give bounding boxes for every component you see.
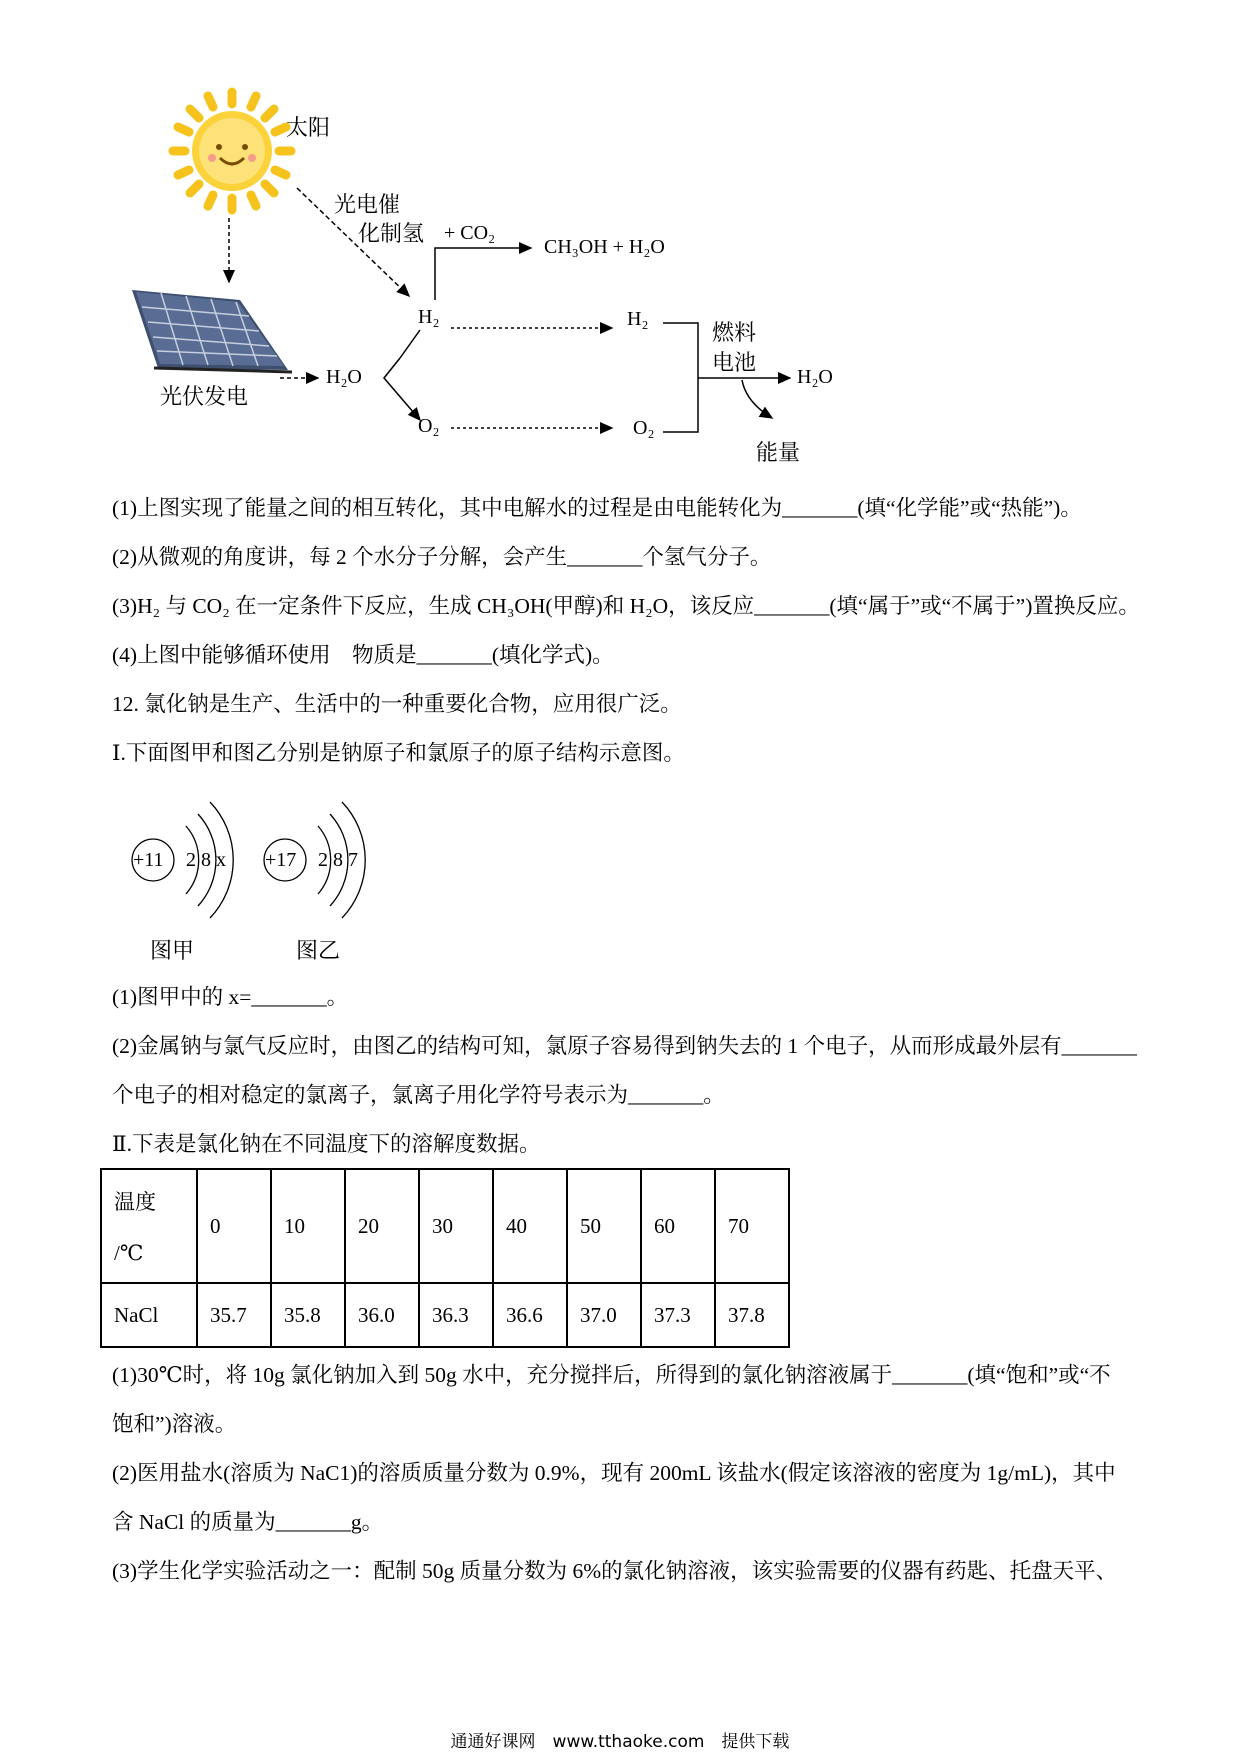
table-cell: 36.6 [493, 1283, 567, 1347]
atom-diagrams [0, 780, 500, 970]
na-nucleus: +11 [133, 849, 164, 871]
part2-intro: Ⅱ.下表是氯化钠在不同温度下的溶解度数据。 [112, 1132, 541, 1156]
table-cell: 37.0 [567, 1283, 641, 1347]
table-cell: 0 [197, 1169, 271, 1283]
part1-q2-line1: (2)金属钠与氯气反应时，由图乙的结构可知，氯原子容易得到钠失去的 1 个电子，从而形成最外层有_______ [112, 1034, 1137, 1058]
part2-q1-line1: (1)30℃时，将 10g 氯化钠加入到 50g 水中，充分搅拌后，所得到的氯化钠溶液属于_______(填“饱和”或“不 [112, 1363, 1111, 1387]
h2o-in-label: H₂O [326, 366, 362, 388]
solar-panel-icon [132, 290, 292, 372]
table-row [101, 1283, 789, 1347]
products-label: CH₃OH + H₂O [544, 236, 665, 258]
table-cell: 70 [715, 1169, 789, 1283]
na-shell-electrons: 2 8 x [186, 849, 226, 871]
table-cell: 37.8 [715, 1283, 789, 1347]
part1-intro: Ⅰ.下面图甲和图乙分别是钠原子和氯原子的原子结构示意图。 [112, 741, 685, 765]
table-cell: 35.8 [271, 1283, 345, 1347]
h2-label-b: H₂ [627, 308, 649, 330]
q12-title: 12. 氯化钠是生产、生活中的一种重要化合物，应用很广泛。 [112, 692, 682, 716]
energy-label: 能量 [756, 441, 801, 466]
table-cell: 36.3 [419, 1283, 493, 1347]
o2-label-a: O₂ [418, 415, 440, 437]
table-cell: 60 [641, 1169, 715, 1283]
table-cell: 10 [271, 1169, 345, 1283]
temp-header: 温度 [114, 1190, 156, 1214]
fuel-cell-label-2: 电池 [712, 351, 757, 376]
part1-q2-line2: 个电子的相对稳定的氯离子，氯离子用化学符号表示为_______。 [112, 1083, 725, 1107]
table-cell: 20 [345, 1169, 419, 1283]
table-cell: 50 [567, 1169, 641, 1283]
h2o-out-label: H₂O [797, 366, 833, 388]
solubility-table [100, 1168, 790, 1348]
sun-label: 太阳 [286, 116, 331, 141]
o2-label-b: O₂ [633, 417, 655, 439]
table-cell: 37.3 [641, 1283, 715, 1347]
sun-icon [173, 92, 291, 210]
cl-nucleus: +17 [265, 849, 297, 871]
part2-q1-line2: 饱和”)溶液。 [112, 1412, 237, 1436]
page-footer: 通通好课网 www.tthaoke.com 提供下载 [450, 1732, 790, 1752]
q11-part4: (4)上图中能够循环使用 物质是_______(填化学式)。 [112, 643, 614, 667]
pv-label: 光伏发电 [160, 385, 249, 410]
part2-q3-line1: (3)学生化学实验活动之一：配制 50g 质量分数为 6%的氯化钠溶液，该实验需要的仪器有药匙、托盘天平、 [112, 1559, 1118, 1583]
table-cell: 40 [493, 1169, 567, 1283]
fuel-cell-label-1: 燃料 [712, 321, 757, 346]
atom-shells-graphics [0, 780, 500, 970]
table-header-cell [101, 1169, 197, 1283]
cl-caption: 图乙 [296, 939, 341, 964]
q11-part2: (2)从微观的角度讲，每 2 个水分子分解，会产生_______个氢气分子。 [112, 545, 772, 569]
photocatalysis-label-1: 光电催 [334, 193, 401, 218]
photocatalysis-label-2: 化制氢 [358, 222, 425, 247]
table-cell: 30 [419, 1169, 493, 1283]
q11-part1: (1)上图实现了能量之间的相互转化，其中电解水的过程是由电能转化为_______(填“化学能”或“热能”)。 [112, 496, 1082, 520]
energy-diagram [0, 0, 1240, 480]
h2-label-a: H₂ [418, 306, 440, 328]
table-cell: 36.0 [345, 1283, 419, 1347]
table-row-label: NaCl [101, 1283, 197, 1347]
na-caption: 图甲 [150, 939, 195, 964]
part1-q1: (1)图甲中的 x=_______。 [112, 985, 349, 1009]
cl-shell-electrons: 2 8 7 [318, 849, 358, 871]
plus-co2-label: + CO₂ [444, 222, 496, 244]
table-cell: 35.7 [197, 1283, 271, 1347]
table-row [101, 1169, 789, 1283]
temp-unit: /℃ [114, 1241, 144, 1265]
part2-q2-line1: (2)医用盐水(溶质为 NaC1)的溶质质量分数为 0.9%，现有 200mL 该盐水(假定该溶液的密度为 1g/mL)，其中 [112, 1461, 1116, 1485]
q11-part3: (3)H₂ 与 CO₂ 在一定条件下反应，生成 CH₃OH(甲醇)和 H₂O，该反应_______(填“属于”或“不属于”)置换反应。 [112, 594, 1140, 618]
part2-q2-line2: 含 NaCl 的质量为_______g。 [112, 1510, 384, 1534]
